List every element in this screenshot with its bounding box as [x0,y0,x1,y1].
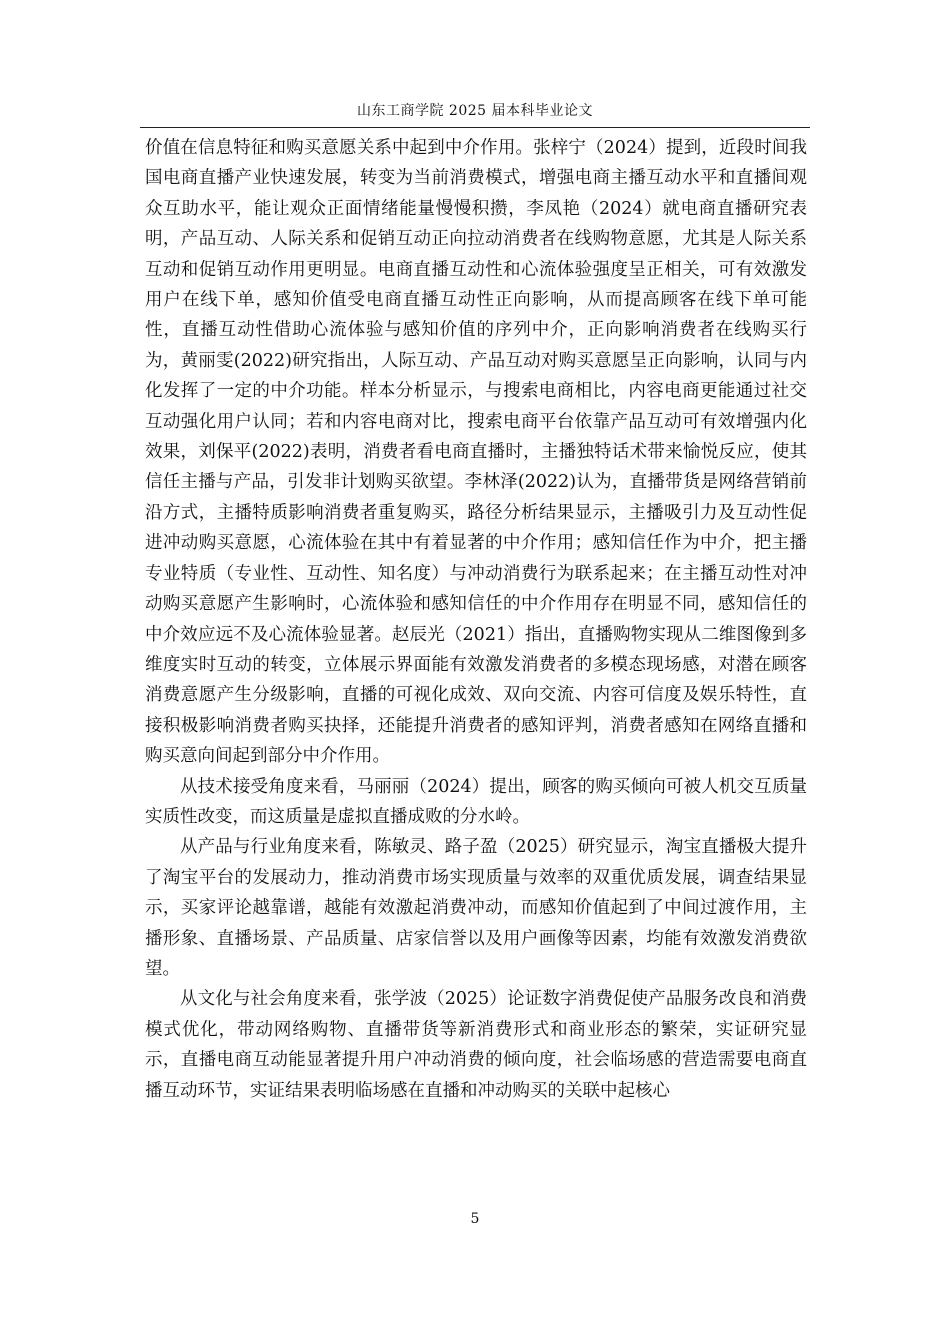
paragraph-continued: 价值在信息特征和购买意愿关系中起到中介作用。张梓宁（2024）提到，近段时间我国电商直播产业快速发展，转变为当前消费模式，增强电商主播互动水平和直播间观众互助水平，能让观众正面情绪能量慢慢积攒，李凤艳（2024）就电商直播研究表明，产品互动、人际关系和促销互动正向拉动消费者在线购物意愿，尤其是人际关系互动和促销互动作用更明显。电商直播互动性和心流体验强度呈正相关，可有效激发用户在线下单，感知价值受电商直播互动性正向影响，从而提高顾客在线下单可能性，直播互动性借助心流体验与感知价值的序列中介，正向影响消费者在线购买行为，黄丽雯(2022)研究指出，人际互动、产品互动对购买意愿呈正向影响，认同与内化发挥了一定的中介功能。样本分析显示，与搜索电商相比，内容电商更能通过社交互动强化用户认同；若和内容电商对比，搜索电商平台依靠产品互动可有效增强内化效果，刘保平(2022)表明，消费者看电商直播时，主播独特话术带来愉悦反应，使其信任主播与产品，引发非计划购买欲望。李林泽(2022)认为，直播带货是网络营销前沿方式，主播特质影响消费者重复购买，路径分析结果显示，主播吸引力及互动性促进冲动购买意愿，心流体验在其中有着显著的中介作用；感知信任作为中介，把主播专业特质（专业性、互动性、知名度）与冲动消费行为联系起来；在主播互动性对冲动购买意愿产生影响时，心流体验和感知信任的中介作用存在明显不同，感知信任的中介效应远不及心流体验显著。赵辰光（2021）指出，直播购物实现从二维图像到多维度实时互动的转变，立体展示界面能有效激发消费者的多模态现场感，对潜在顾客消费意愿产生分级影响，直播的可视化成效、双向交流、内容可信度及娱乐特性，直接积极影响消费者购买抉择，还能提升消费者的感知评判，消费者感知在网络直播和购买意向间起到部分中介作用。 [145,138,807,767]
page-number: 5 [470,1211,480,1227]
body-text [145,133,807,1106]
paragraph-product-industry: 从产品与行业角度来看，陈敏灵、路子盈（2025）研究显示，淘宝直播极大提升了淘宝平台的发展动力，推动消费市场实现质量与效率的双重优质发展，调查结果显示，买家评论越靠谱，越能有效激起消费冲动，而感知价值起到了中间过渡作用，主播形象、直播场景、产品质量、店家信誉以及用户画像等因素，均能有效激发消费欲望。 [145,837,807,979]
paragraph-technology-acceptance: 从技术接受角度来看，马丽丽（2024）提出，顾客的购买倾向可被人机交互质量实质性改变，而这质量是虚拟直播成败的分水岭。 [145,776,807,827]
paragraph-culture-society: 从文化与社会角度来看，张学波（2025）论证数字消费促使产品服务改良和消费模式优化，带动网络购物、直播带货等新消费形式和商业形态的繁荣，实证研究显示，直播电商互动能显著提升用户冲动消费的倾向度，社会临场感的营造需要电商直播互动环节，实证结果表明临场感在直播和冲动购买的关联中起核心 [145,989,807,1101]
running-header: 山东工商学院 2025 届本科毕业论文 [356,103,594,119]
header-divider [140,127,810,128]
